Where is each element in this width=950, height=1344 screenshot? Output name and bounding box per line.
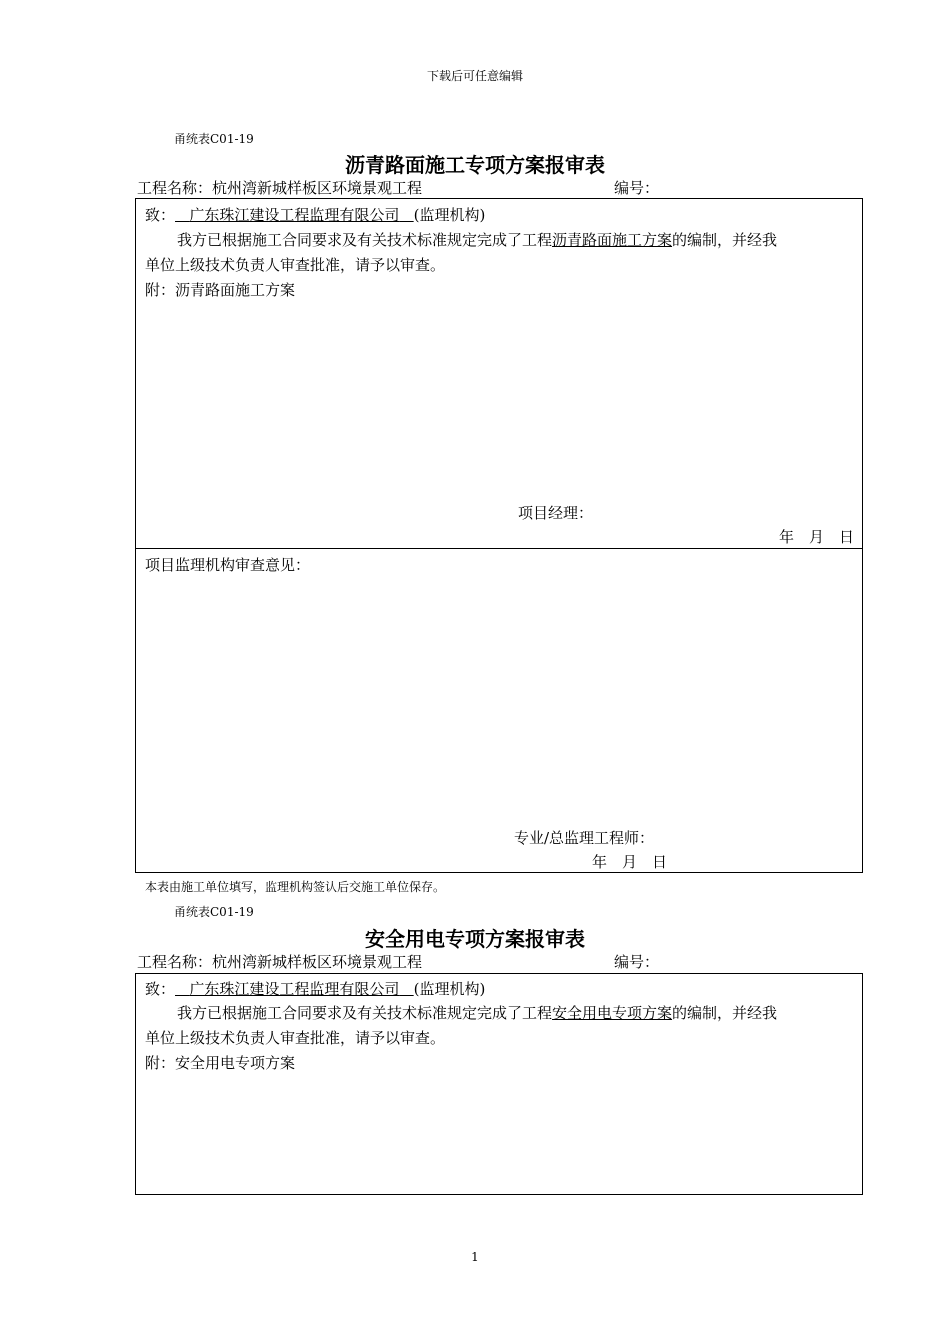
addressee-line: 致： 广东珠江建设工程监理有限公司 (监理机构) [145, 980, 486, 998]
project-manager-label: 项目经理： [518, 504, 594, 522]
project-name-row: 工程名称：杭州湾新城样板区环境景观工程 [137, 179, 423, 197]
attachment-line: 附：安全用电专项方案 [145, 1054, 296, 1072]
number-label: 编号： [614, 179, 660, 197]
page-number: 1 [471, 1250, 479, 1264]
footer-note: 本表由施工单位填写，监理机构签认后交施工单位保存。 [145, 880, 446, 894]
review-section [135, 548, 863, 873]
date-line: 年 月 日 [592, 853, 668, 871]
body-line-1: 我方已根据施工合同要求及有关技术标准规定完成了工程安全用电专项方案的编制，并经我 [177, 1004, 778, 1022]
addressee-line: 致： 广东珠江建设工程监理有限公司 (监理机构) [145, 206, 486, 224]
project-name-row: 工程名称：杭州湾新城样板区环境景观工程 [137, 953, 423, 971]
date-line: 年 月 日 [778, 528, 854, 546]
form-code: 甬统表C01-19 [174, 905, 254, 919]
body-line-2: 单位上级技术负责人审查批准，请予以审查。 [145, 1029, 446, 1047]
engineer-label: 专业/总监理工程师： [514, 829, 655, 847]
review-label: 项目监理机构审查意见： [145, 556, 311, 574]
body-line-1: 我方已根据施工合同要求及有关技术标准规定完成了工程沥青路面施工方案的编制，并经我 [177, 231, 778, 249]
form-code: 甬统表C01-19 [174, 132, 254, 146]
header-note: 下载后可任意编辑 [426, 69, 523, 83]
form-title: 安全用电专项方案报审表 [365, 927, 585, 951]
attachment-line: 附：沥青路面施工方案 [145, 281, 296, 299]
submission-section [135, 973, 863, 1195]
form-title: 沥青路面施工专项方案报审表 [345, 153, 605, 177]
number-label: 编号： [614, 953, 660, 971]
body-line-2: 单位上级技术负责人审查批准，请予以审查。 [145, 256, 446, 274]
submission-section [135, 198, 863, 549]
